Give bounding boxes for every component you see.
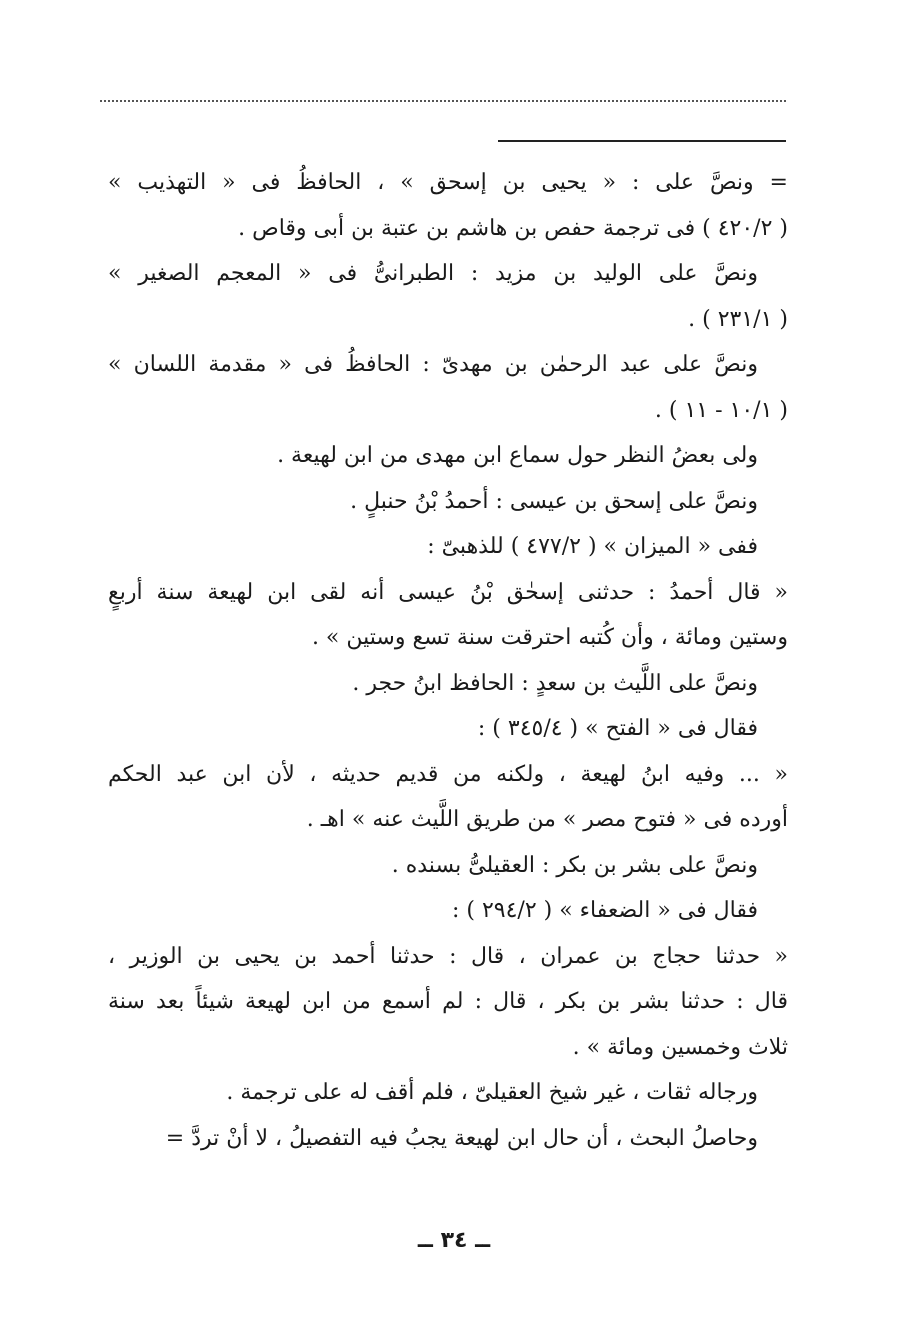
footnote-line-13: فقال فى « الفتح » ( ٣٤٥/٤ ) : bbox=[477, 716, 758, 741]
footnote-separator bbox=[498, 140, 786, 142]
footnote-line-21: ورجاله ثقات ، غير شيخ العقيلىّ ، فلم أقف له على ترجمة . bbox=[226, 1080, 758, 1105]
footnote-line-14: « ... وفيه ابنُ لهيعة ، ولكنه من قديم حديثه ، لأن ابن عبد الحكم bbox=[108, 761, 788, 787]
footnote-line-22: وحاصلُ البحث ، أن حال ابن لهيعة يجبُ فيه التفصيلُ ، لا أنْ تردَّ = bbox=[165, 1125, 758, 1151]
footnote-line-17: فقال فى « الضعفاء » ( ٢٩٤/٢ ) : bbox=[451, 898, 758, 923]
footnote-line-12: ونصَّ على اللَّيث بن سعدٍ : الحافظ ابنُ حجر . bbox=[352, 670, 758, 696]
footnote-line-1: = ونصَّ على : « يحيى بن إسحق » ، الحافظُ فى « التهذيب » bbox=[108, 170, 788, 195]
footnote-line-16: ونصَّ على بشر بن بكر : العقيلىُّ بسنده . bbox=[391, 852, 758, 878]
footnote-line-3: ونصَّ على الوليد بن مزيد : الطبرانىُّ فى « المعجم الصغير » bbox=[108, 261, 758, 286]
footnote-line-19: قال : حدثنا بشر بن بكر ، قال : لم أسمع من ابن لهيعة شيئاً بعد سنة bbox=[108, 989, 788, 1014]
footnote-line-9: ففى « الميزان » ( ٤٧٧/٢ ) للذهبىّ : bbox=[427, 534, 758, 559]
footnote-line-7: ولى بعضُ النظر حول سماع ابن مهدى من ابن لهيعة . bbox=[277, 443, 758, 468]
footnote-line-20: ثلاث وخمسين ومائة » . bbox=[572, 1034, 788, 1060]
footnote-line-8: ونصَّ على إسحق بن عيسى : أحمدُ بْنُ حنبلٍ . bbox=[350, 488, 758, 514]
footnote-line-6: ( ١٠/١ - ١١ ) . bbox=[654, 397, 788, 423]
footnote-line-10: « قال أحمدُ : حدثنى إسحٰق بْنُ عيسى أنه لقى ابن لهيعة سنة أربعٍ bbox=[108, 579, 788, 605]
footnote-text bbox=[108, 160, 788, 1161]
footnote-line-11: وستين ومائة ، وأن كُتبه احترقت سنة تسع وستين » . bbox=[311, 625, 788, 650]
footnote-line-5: ونصَّ على عبد الرحمٰن بن مهدىّ : الحافظُ فى « مقدمة اللسان » bbox=[108, 352, 758, 377]
header-dotted-rule bbox=[100, 100, 786, 102]
page-number: ــ ٣٤ ــ bbox=[417, 1228, 491, 1253]
footnote-line-18: « حدثنا حجاج بن عمران ، قال : حدثنا أحمد بن يحيى بن الوزير ، bbox=[108, 943, 788, 969]
footnote-line-2: ( ٤٢٠/٢ ) فى ترجمة حفص بن هاشم بن عتبة بن أبى وقاص . bbox=[238, 215, 788, 241]
footnote-line-4: ( ٢٣١/١ ) . bbox=[688, 306, 788, 332]
footnote-line-15: أورده فى « فتوح مصر » من طريق اللَّيث عنه » اهـ . bbox=[306, 807, 788, 832]
